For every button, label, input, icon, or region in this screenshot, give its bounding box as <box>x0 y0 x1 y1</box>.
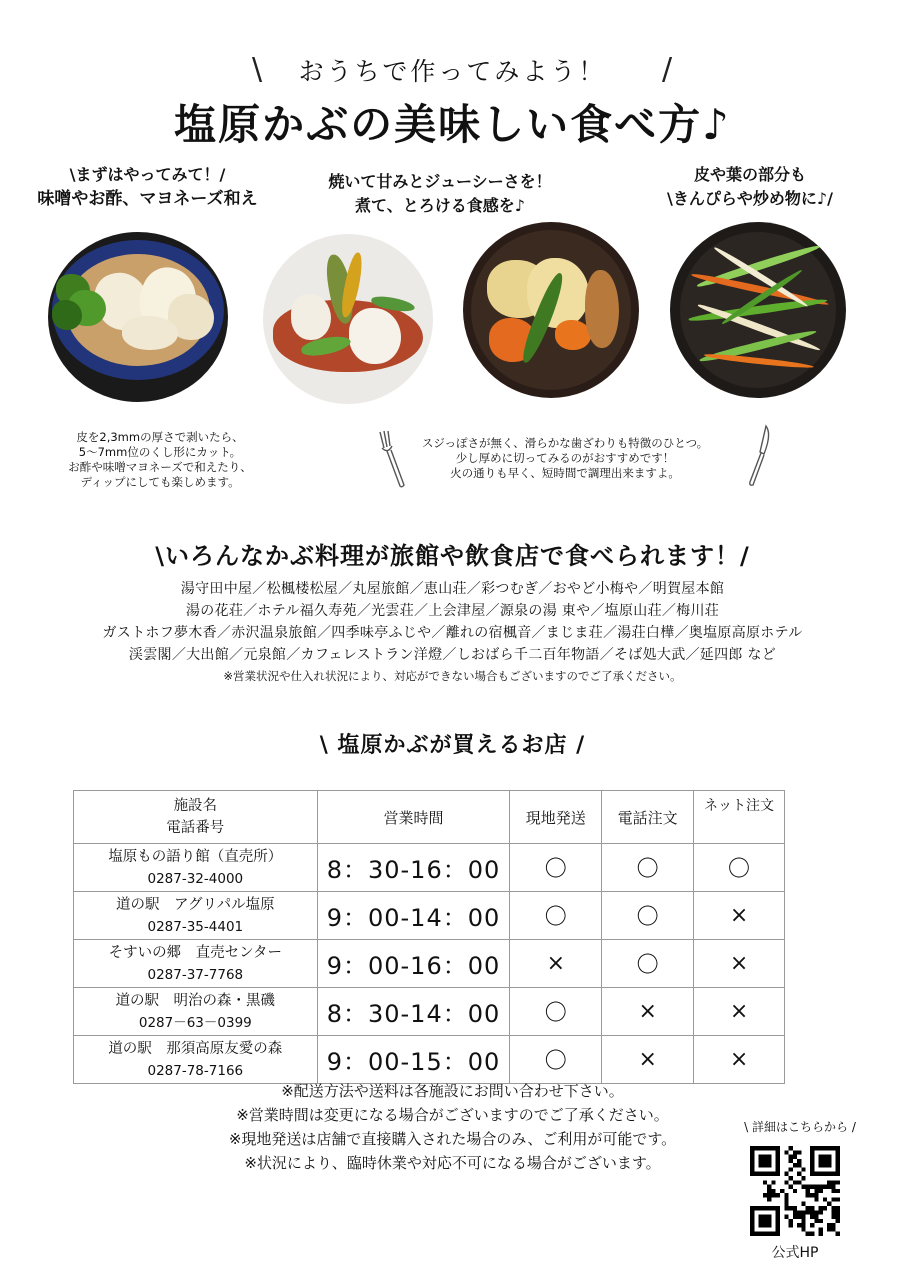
qr-module <box>797 1223 801 1227</box>
qr-module <box>810 1193 814 1197</box>
qr-module <box>797 1172 801 1176</box>
facility-name: 塩原もの語り館（直売所） <box>108 848 283 865</box>
qr-module <box>784 1215 788 1219</box>
note-right-line: スジっぽさが無く、滑らかな歯ざわりも特徴のひとつ。 <box>421 436 709 450</box>
recipe-caption-2-line1: 焼いて甘みとジューシーさを！ <box>328 172 552 191</box>
page-title: 塩原かぶの美味しい食べ方♪ <box>174 100 731 149</box>
qr-module <box>810 1206 814 1210</box>
qr-module <box>806 1206 810 1210</box>
qr-caption: \ 詳細はこちらから / <box>744 1120 856 1134</box>
qr-module <box>831 1227 835 1231</box>
qr-module <box>793 1163 797 1167</box>
facility-cell <box>74 1036 318 1084</box>
qr-module <box>827 1180 831 1184</box>
qr-module <box>784 1202 788 1206</box>
col-local-shipping: 現地発送 <box>510 791 602 844</box>
table-row <box>74 844 785 892</box>
qr-module <box>789 1223 793 1227</box>
local-cell: 〇 <box>510 1036 602 1084</box>
qr-module <box>797 1215 801 1219</box>
qr-module <box>836 1232 840 1236</box>
col-facility-line2: 電話番号 <box>166 820 225 836</box>
recipe-caption-1 <box>20 163 275 211</box>
header-slash-right: / <box>662 52 673 87</box>
qr-module <box>793 1210 797 1214</box>
recipe-caption-2-line2: 煮て、とろける食感を♪ <box>355 196 525 215</box>
qr-module <box>771 1189 775 1193</box>
qr-module <box>814 1185 818 1189</box>
header-subtitle: おうちで作ってみよう！ <box>298 57 607 86</box>
qr-module <box>789 1146 793 1150</box>
qr-module <box>784 1206 788 1210</box>
footnote: ※状況により、臨時休業や対応不可になる場合がございます。 <box>244 1154 661 1172</box>
qr-module <box>784 1180 788 1184</box>
footnote: ※現地発送は店舗で直接購入された場合のみ、ご利用が可能です。 <box>228 1130 677 1148</box>
header-slash-left: \ <box>252 52 263 87</box>
qr-module <box>806 1193 810 1197</box>
qr-module <box>810 1185 814 1189</box>
qr-module <box>814 1215 818 1219</box>
net-cell: × <box>694 940 785 988</box>
phone-cell: 〇 <box>602 940 694 988</box>
qr-module <box>793 1215 797 1219</box>
qr-module <box>759 1155 772 1168</box>
table-row <box>74 892 785 940</box>
qr-module <box>801 1210 805 1214</box>
qr-module <box>810 1232 814 1236</box>
local-cell: 〇 <box>510 988 602 1036</box>
qr-module <box>776 1193 780 1197</box>
recipe-caption-3-line2: \きんぴらや炒め物に♪/ <box>667 189 833 208</box>
qr-module <box>789 1219 793 1223</box>
recipe-caption-2 <box>295 170 585 218</box>
photo-kinpira <box>670 222 846 398</box>
net-cell: × <box>694 1036 785 1084</box>
qr-module <box>823 1185 827 1189</box>
restaurants-line: 湯守田中屋／松楓楼松屋／丸屋旅館／恵山荘／彩つむぎ／おやど小梅や／明賀屋本館 <box>180 581 725 597</box>
restaurants-line: 湯の花荘／ホテル福久寿苑／光雲荘／上会津屋／源泉の湯 東や／塩原山荘／梅川荘 <box>185 603 720 619</box>
qr-module <box>767 1197 771 1201</box>
note-left <box>40 430 280 490</box>
hours-cell: 9：00-14：00 <box>317 892 510 940</box>
net-cell: 〇 <box>694 844 785 892</box>
qr-module <box>823 1197 827 1201</box>
qr-module <box>784 1172 788 1176</box>
facility-tel: 0287-37-7768 <box>147 966 244 983</box>
qr-module <box>797 1180 801 1184</box>
official-hp-label: 公式HP <box>771 1245 819 1261</box>
local-cell: 〇 <box>510 892 602 940</box>
recipe-caption-3 <box>630 163 870 211</box>
qr-module <box>814 1210 818 1214</box>
qr-module <box>819 1189 823 1193</box>
facility-cell <box>74 892 318 940</box>
shops-heading: \ 塩原かぶが買えるお店 / <box>319 733 586 758</box>
qr-module <box>836 1215 840 1219</box>
qr-module <box>823 1206 827 1210</box>
table-row <box>74 988 785 1036</box>
table-row <box>74 940 785 988</box>
qr-module <box>831 1185 835 1189</box>
note-right-line: 少し厚めに切ってみるのがおすすめです！ <box>455 451 675 465</box>
qr-module <box>793 1150 797 1154</box>
hours-cell: 9：00-15：00 <box>317 1036 510 1084</box>
facility-tel: 0287-35-4401 <box>147 918 244 935</box>
qr-module <box>836 1189 840 1193</box>
shops-table <box>73 790 785 1084</box>
qr-module <box>806 1232 810 1236</box>
qr-module <box>831 1223 835 1227</box>
qr-module <box>836 1210 840 1214</box>
qr-module <box>810 1210 814 1214</box>
qr-module <box>793 1189 797 1193</box>
qr-module <box>797 1163 801 1167</box>
col-facility-line1: 施設名 <box>173 798 218 814</box>
qr-module <box>793 1155 797 1159</box>
recipe-caption-3-line1: 皮や葉の部分も <box>693 165 806 184</box>
facility-cell <box>74 988 318 1036</box>
hours-cell: 8：30-16：00 <box>317 844 510 892</box>
qr-module <box>836 1219 840 1223</box>
qr-module <box>784 1197 788 1201</box>
qr-module <box>814 1219 818 1223</box>
recipe-caption-1-line1: \まずはやってみて！/ <box>69 165 226 184</box>
facility-name: そすいの郷 直売センター <box>108 944 283 961</box>
qr-module <box>806 1189 810 1193</box>
qr-module <box>789 1159 793 1163</box>
qr-module <box>814 1197 818 1201</box>
qr-module <box>836 1180 840 1184</box>
phone-cell: 〇 <box>602 892 694 940</box>
facility-tel: 0287－63－0399 <box>138 1014 252 1031</box>
qr-module <box>806 1185 810 1189</box>
qr-module <box>801 1185 805 1189</box>
qr-module <box>780 1189 784 1193</box>
facility-name: 道の駅 明治の森・黒磯 <box>115 992 276 1009</box>
facility-tel: 0287-32-4000 <box>147 870 244 887</box>
qr-module <box>819 1155 832 1168</box>
photo-simmered-turnip <box>463 222 639 398</box>
net-cell: × <box>694 988 785 1036</box>
note-left-line: 5〜7mm位のくし形にカット。 <box>78 445 242 459</box>
qr-module <box>763 1180 767 1184</box>
restaurants-note: ※営業状況や仕入れ状況により、対応ができない場合もございますのでご了承ください。 <box>223 669 682 683</box>
qr-module <box>819 1232 823 1236</box>
note-right-line: 火の通りも早く、短時間で調理出来ますよ。 <box>450 466 680 480</box>
qr-module <box>801 1215 805 1219</box>
qr-module <box>827 1227 831 1231</box>
table-row <box>74 1036 785 1084</box>
qr-module <box>767 1193 771 1197</box>
qr-module <box>793 1180 797 1184</box>
qr-module <box>831 1180 835 1184</box>
facility-cell <box>74 940 318 988</box>
qr-module <box>784 1150 788 1154</box>
qr-module <box>814 1189 818 1193</box>
col-net-order: ネット注文 <box>694 791 785 844</box>
qr-code-icon[interactable] <box>750 1146 840 1236</box>
qr-module <box>819 1210 823 1214</box>
net-cell: × <box>694 892 785 940</box>
qr-module <box>801 1167 805 1171</box>
qr-module <box>819 1206 823 1210</box>
photo-turnip-aemono <box>48 232 228 402</box>
note-left-line: 皮を2,3mmの厚さで剥いたら、 <box>76 430 244 444</box>
recipe-caption-1-line2: 味噌やお酢、マヨネーズ和え <box>37 189 258 209</box>
qr-module <box>801 1227 805 1231</box>
qr-module <box>759 1215 772 1228</box>
col-phone-order: 電話注文 <box>602 791 694 844</box>
facility-cell <box>74 844 318 892</box>
note-left-line: ディップにしても楽しめます。 <box>80 475 240 489</box>
qr-module <box>831 1210 835 1214</box>
footnote: ※配送方法や送料は各施設にお問い合わせ下さい。 <box>281 1082 624 1100</box>
qr-module <box>831 1206 835 1210</box>
qr-module <box>827 1185 831 1189</box>
phone-cell: × <box>602 988 694 1036</box>
photo-grilled-turnip <box>263 234 433 404</box>
qr-module <box>801 1176 805 1180</box>
qr-module <box>793 1206 797 1210</box>
qr-module <box>767 1185 771 1189</box>
qr-module <box>789 1176 793 1180</box>
knife-icon <box>744 424 774 488</box>
qr-module <box>797 1159 801 1163</box>
qr-module <box>797 1210 801 1214</box>
qr-module <box>831 1215 835 1219</box>
qr-module <box>801 1219 805 1223</box>
qr-module <box>801 1223 805 1227</box>
table-header-row <box>74 791 785 844</box>
qr-module <box>771 1193 775 1197</box>
qr-module <box>831 1189 835 1193</box>
qr-module <box>767 1189 771 1193</box>
qr-module <box>810 1215 814 1219</box>
qr-module <box>771 1180 775 1184</box>
col-hours: 営業時間 <box>317 791 510 844</box>
qr-module <box>789 1206 793 1210</box>
facility-name: 道の駅 アグリパル塩原 <box>115 896 275 913</box>
local-cell: × <box>510 940 602 988</box>
hours-cell: 9：00-16：00 <box>317 940 510 988</box>
qr-module <box>806 1210 810 1214</box>
qr-module <box>819 1219 823 1223</box>
qr-module <box>819 1185 823 1189</box>
qr-module <box>763 1193 767 1197</box>
note-right <box>400 436 730 481</box>
qr-module <box>789 1155 793 1159</box>
qr-module <box>827 1202 831 1206</box>
qr-module <box>797 1150 801 1154</box>
qr-module <box>810 1223 814 1227</box>
restaurants-heading: \いろんなかぶ料理が旅館や飲食店で食べられます！/ <box>155 542 750 570</box>
phone-cell: 〇 <box>602 844 694 892</box>
footnote: ※営業時間は変更になる場合がございますのでご了承ください。 <box>236 1106 669 1124</box>
qr-module <box>831 1197 835 1201</box>
hours-cell: 8：30-14：00 <box>317 988 510 1036</box>
local-cell: 〇 <box>510 844 602 892</box>
qr-module <box>819 1227 823 1231</box>
facility-tel: 0287-78-7166 <box>147 1062 244 1079</box>
qr-module <box>789 1185 793 1189</box>
restaurants-line: 渓雲閣／大出館／元泉館／カフェレストラン洋燈／しおばら千二百年物語／そば処大武／延四郎 など <box>128 647 777 663</box>
qr-module <box>814 1193 818 1197</box>
col-facility <box>74 791 318 844</box>
qr-module <box>827 1223 831 1227</box>
phone-cell: × <box>602 1036 694 1084</box>
qr-module <box>784 1193 788 1197</box>
qr-module <box>836 1206 840 1210</box>
qr-module <box>801 1202 805 1206</box>
qr-module <box>789 1167 793 1171</box>
note-left-line: お酢や味噌マヨネーズで和えたり、 <box>68 460 252 474</box>
qr-module <box>836 1197 840 1201</box>
facility-name: 道の駅 那須高原友愛の森 <box>108 1040 283 1057</box>
restaurants-line: ガストホフ夢木香／赤沢温泉旅館／四季味亭ふじや／離れの宿楓音／まじま荘／湯荘白樺／奥塩原高原ホテル <box>102 625 803 641</box>
